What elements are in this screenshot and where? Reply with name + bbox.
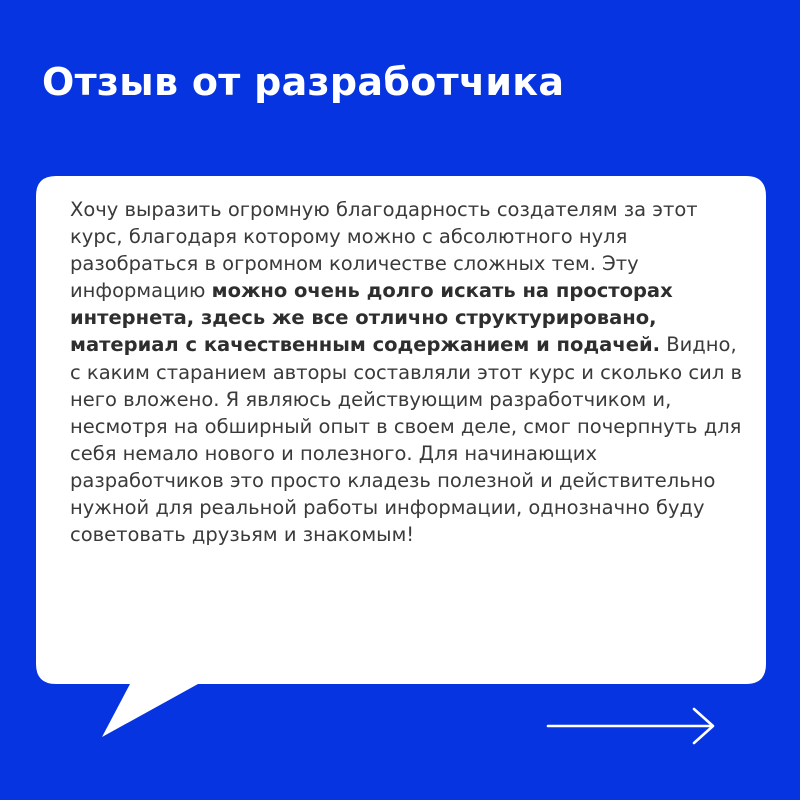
review-text: [70, 196, 742, 548]
review-text-highlight: можно очень долго искать на просторах интернета, здесь же все отлично структурировано, материал с качественным содержанием и подачей.: [70, 279, 673, 357]
page-title: Отзыв от разработчика: [42, 60, 565, 104]
arrow-right-icon[interactable]: [546, 706, 718, 746]
review-text-intro: Хочу выразить огромную благодарность создателям за этот курс, благодаря которому можно с абсолютного нуля разобраться в огромном количестве сложных тем. Эту информацию: [70, 198, 698, 303]
review-text-outro: Видно, с каким старанием авторы составляли этот курс и сколько сил в него вложено. Я являюсь действующим разработчиком и, несмотря на обширный опыт в своем деле, смог почерпнуть для себя немало нового и полезного. Для начинающих разработчиков это просто кладезь полезной и действительно нужной для реальной работы информации, однозначно буду советовать друзьям и знакомым!: [70, 333, 742, 547]
